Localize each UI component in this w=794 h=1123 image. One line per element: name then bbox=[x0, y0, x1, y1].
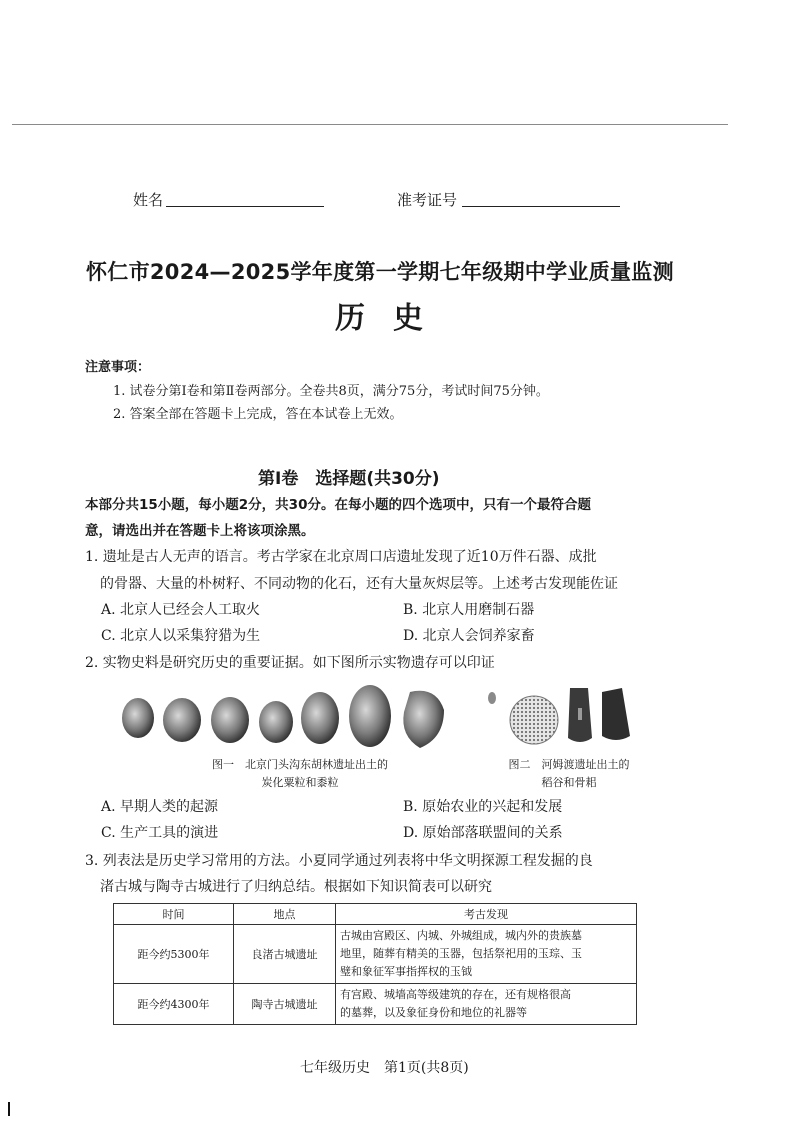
table-cell-finding: 有宫殿、城墙高等级建筑的存在，还有规格很高 的墓葬，以及象征身份和地位的礼器等 bbox=[336, 984, 637, 1025]
option-b[interactable]: B. 原始农业的兴起和发展 bbox=[403, 799, 563, 815]
table-cell-time: 距今约5300年 bbox=[114, 925, 234, 984]
section-instructions: 意，请选出并在答题卡上将该项涂黑。 bbox=[85, 523, 315, 539]
table-header: 地点 bbox=[234, 904, 336, 925]
rice-grain bbox=[488, 692, 496, 704]
option-a[interactable]: A. 早期人类的起源 bbox=[101, 799, 219, 815]
option-c[interactable]: C. 北京人以采集狩猎为生 bbox=[101, 628, 261, 644]
question-stem: 的骨器、大量的朴树籽、不同动物的化石，还有大量灰烬层等。上述考古发现能佐证 bbox=[100, 576, 618, 592]
notice-item: 1. 试卷分第Ⅰ卷和第Ⅱ卷两部分。全卷共8页，满分75分，考试时间75分钟。 bbox=[113, 384, 549, 399]
grain bbox=[403, 691, 444, 748]
grain bbox=[259, 701, 293, 743]
subject-title: 历史 bbox=[335, 301, 451, 336]
scan-mark bbox=[8, 1102, 10, 1116]
scan-edge-line bbox=[12, 124, 728, 125]
bone-spade bbox=[602, 688, 630, 740]
figure-grains-image bbox=[118, 680, 448, 752]
page-footer: 七年级历史 第1页(共8页) bbox=[300, 1060, 469, 1076]
option-d[interactable]: D. 北京人会饲养家畜 bbox=[403, 628, 535, 644]
exam-title: 怀仁市2024—2025学年度第一学期七年级期中学业质量监测 bbox=[86, 260, 674, 284]
table-header: 考古发现 bbox=[336, 904, 637, 925]
table-header: 时间 bbox=[114, 904, 234, 925]
notice-item: 2. 答案全部在答题卡上完成，答在本试卷上无效。 bbox=[113, 407, 403, 422]
name-label: 姓名 bbox=[133, 191, 164, 209]
exam-id-label: 准考证号 bbox=[397, 191, 458, 209]
table-row bbox=[114, 984, 637, 1025]
figure-rice-bone-image bbox=[484, 682, 644, 748]
exam-id-field[interactable] bbox=[462, 206, 620, 207]
grain bbox=[349, 685, 391, 747]
figure-caption: 图二 河姆渡遗址出土的 稻谷和骨耜 bbox=[508, 758, 630, 789]
question-stem: 渚古城与陶寺古城进行了归纳总结。根据如下知识简表可以研究 bbox=[100, 879, 492, 895]
table-cell-finding: 古城由宫殿区、内城、外城组成，城内外的贵族墓 地里，随葬有精美的玉器，包括祭祀用的玉琮、玉 璧和象征军事指挥权的玉钺 bbox=[336, 925, 637, 984]
name-field[interactable] bbox=[166, 206, 324, 207]
option-d[interactable]: D. 原始部落联盟间的关系 bbox=[403, 825, 563, 841]
section-title: 第Ⅰ卷 选择题(共30分) bbox=[258, 469, 440, 489]
option-c[interactable]: C. 生产工具的演进 bbox=[101, 825, 219, 841]
question-stem: 3. 列表法是历史学习常用的方法。小夏同学通过列表将中华文明探源工程发掘的良 bbox=[85, 853, 593, 869]
bone-spade-hole bbox=[578, 708, 582, 720]
figure-caption: 图一 北京门头沟东胡林遗址出土的 炭化粟粒和黍粒 bbox=[212, 758, 388, 789]
grain bbox=[122, 698, 154, 738]
question-stem: 1. 遗址是古人无声的语言。考古学家在北京周口店遗址发现了近10万件石器、成批 bbox=[85, 549, 597, 565]
grain bbox=[211, 697, 249, 743]
option-b[interactable]: B. 北京人用磨制石器 bbox=[403, 602, 535, 618]
grain bbox=[163, 698, 201, 742]
table-row bbox=[114, 925, 637, 984]
table-cell-place: 良渚古城遗址 bbox=[234, 925, 336, 984]
table-header-row bbox=[114, 904, 637, 925]
question-stem: 2. 实物史料是研究历史的重要证据。如下图所示实物遗存可以印证 bbox=[85, 655, 495, 671]
knowledge-table bbox=[113, 903, 637, 1025]
grain bbox=[301, 692, 339, 744]
table-cell-time: 距今约4300年 bbox=[114, 984, 234, 1025]
rice-pile bbox=[510, 696, 558, 744]
option-a[interactable]: A. 北京人已经会人工取火 bbox=[101, 602, 261, 618]
notice-heading: 注意事项： bbox=[85, 360, 151, 375]
table-cell-place: 陶寺古城遗址 bbox=[234, 984, 336, 1025]
section-instructions: 本部分共15小题，每小题2分，共30分。在每小题的四个选项中，只有一个最符合题 bbox=[85, 497, 591, 513]
